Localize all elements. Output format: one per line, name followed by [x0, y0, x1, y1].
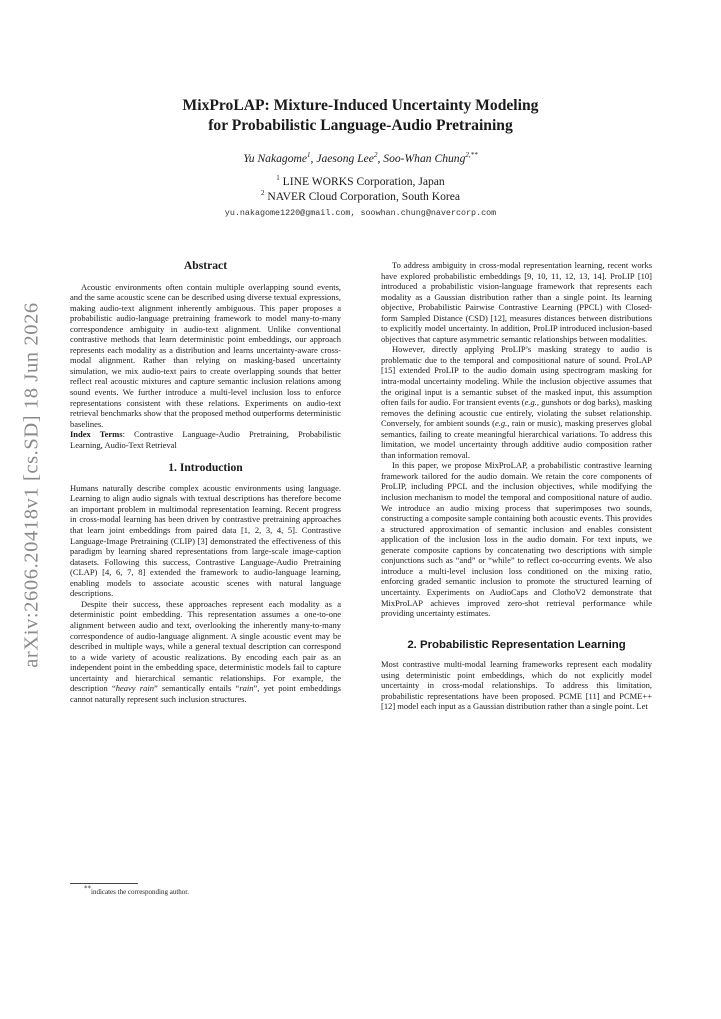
text-run: rain or music), masking preserves global semantics, failing to create meaningful hierarchical variations. To address this limitation, we model uncertainty through additive audio composition rather than information removal. — [381, 418, 653, 460]
author-mark: 2,** — [465, 151, 478, 160]
abstract-text: Acoustic environments often contain multiple overlapping sound events, and the same acoustic scene can be described using diverse textual expressions, making audio-text alignment inherently ambiguous. This paper proposes a probabilistic audio-language pretraining framework to model many-to-many correspondence ambiguity in audio-text alignment. Unlike conventional contrastive methods that learn deterministic point embeddings, our approach represents each modality as a distribution and learns uncertainty-aware cross-modal alignment. Rather than relying on masking-based uncertainty simulation, we mix audio-text pairs to create overlapping sounds that better reflect real acoustic mixtures and capture semantic inclusion relations among sound events. We further introduce a multi-level inclusion loss to enforce representations consistent with these relations. Experiments on audio-text retrieval benchmarks show that the proposed method outperforms deterministic baselines. — [70, 281, 341, 429]
author-name: Yu Nakagome — [243, 152, 308, 165]
text-run: gunshots or dog barks), masking removes the defining acoustic cue entirely, violating the subset relationship. Conversely, for ambient sounds ( — [381, 397, 652, 429]
title-line-2: for Probabilistic Language-Audio Pretraining — [208, 117, 513, 134]
emphasis-text: heavy rain — [115, 683, 154, 694]
author-emails: yu.nakagome1220@gmail.com, soowhan.chung@navercorp.com — [224, 208, 497, 218]
text-run: However, directly applying ProLIP’s masking strategy to audio is problematic due to the temporal and compositional nature of sound. ProLAP [15] extended ProLIP to the audio domain using spectrogram masking for intra-modal uncertainty modeling. While the inclusion objective assumes that the original input is a semantic subset of the masked input, this assumption often fails for audio. For transient events ( — [381, 344, 652, 408]
section-heading-probabilistic: 2. Probabilistic Representation Learning — [407, 638, 626, 651]
footnote-divider — [70, 883, 138, 884]
footnote-mark: ** — [84, 884, 91, 893]
affiliation-2 — [60, 189, 661, 204]
right-paragraph-3: In this paper, we propose MixProLAP, a probabilistic contrastive learning framework tailored for the audio domain. We retain the core components of ProLIP, including PPCL and the inclusion objectives, while modifying the inclusion mechanism to model the temporal and compositional nature of audio. We introduce an audio mixing process that superimposes two sounds, constructing a composite sample containing both acoustic events. This provides a structured approximation of semantic inclusion and enables consistent application of the inclusion loss in the audio domain. For text inputs, we generate composite captions by concatenating two descriptions with simple conjunctions such as “and” or “while” to reflect co-occurring events. We also introduce a multi-level inclusion loss conditioned on the mixing ratio, enforcing graded semantic inclusion to promote the structured learning of uncertainty. Experiments on AudioCaps and ClothoV2 demonstrate that MixProLAP achieves improved zero-shot retrieval performance while providing uncertainty estimates. — [381, 460, 652, 619]
right-paragraph-1: To address ambiguity in cross-modal representation learning, recent works have explored probabilistic embeddings [9, 10, 11, 12, 13, 14]. ProLIP [10] introduced a probabilistic vision-language framework that represents each modality as a Gaussian distribution rather than a single point. Its learning objective, Probabilistic Pairwise Contrastive Learning (PPCL) with Closed-form Sampled Distance (CSD) [12], measures distances between distributions to explicitly model uncertainty. In addition, ProLIP introduced inclusion-based objectives that capture asymmetric semantic relationships between modalities. — [381, 260, 652, 344]
index-terms-text: : Contrastive Language-Audio Pretraining, Probabilistic Learning, Audio-Text Retrieval — [70, 429, 341, 450]
right-paragraph-2 — [381, 344, 652, 460]
index-terms-label: Index Terms — [70, 429, 123, 440]
affiliation-text: NAVER Cloud Corporation, South Korea — [267, 190, 461, 203]
affiliation-text: LINE WORKS Corporation, Japan — [282, 175, 445, 188]
abstract-heading: Abstract — [183, 259, 228, 272]
intro-paragraph-2 — [70, 599, 341, 704]
author-name: Jaesong Lee — [316, 152, 374, 165]
title-line-1: MixProLAP: Mixture-Induced Uncertainty Modeling — [182, 97, 539, 114]
author-name: Soo-Whan Chung — [383, 152, 466, 165]
intro-paragraph-1: Humans naturally describe complex acoustic environments using language. Learning to align audio signals with textual descriptions has therefore become an important problem in multimodal representation learning. Recent progress in cross-modal learning has been driven by contrastive pretraining approaches that learn joint embeddings from paired data [1, 2, 3, 4, 5]. Contrastive Language-Image Pretraining (CLIP) [3] demonstrated the effectiveness of this paradigm by learning shared representations from large-scale image-caption datasets. Following this success, Contrastive Language-Audio Pretraining (CLAP) [4, 6, 7, 8] extended the framework to audio-language learning, enabling models to associate acoustic scenes with natural language descriptions. — [70, 482, 341, 599]
affiliation-1 — [60, 174, 661, 189]
footnote — [84, 884, 189, 896]
paper-title — [60, 96, 661, 136]
index-terms — [70, 429, 341, 450]
right-paragraph-4: Most contrastive multi-modal learning frameworks represent each modality using deterministic point embeddings, which do not explicitly model uncertainty in cross-modal relationships. To address this limitation, probabilistic representations have been proposed. PCME [11] and PCME++ [12] model each input as a Gaussian distribution rather than a single point. Let — [381, 659, 652, 712]
paper-header — [60, 96, 661, 218]
emphasis-text: rain — [239, 683, 254, 694]
arxiv-sidebar — [14, 300, 50, 670]
emphasis-text: e.g., — [494, 418, 510, 429]
text-run: ” semantically entails “ — [153, 683, 240, 694]
emphasis-text: e.g., — [524, 397, 540, 408]
footnote-text: indicates the corresponding author. — [91, 888, 189, 896]
author-mark: 2 — [373, 151, 378, 160]
affiliation-mark: 1 — [276, 174, 280, 183]
section-heading-introduction: 1. Introduction — [168, 461, 243, 475]
left-column — [70, 260, 341, 704]
arxiv-identifier: arXiv:2606.20418v1 [cs.SD] 18 Jun 2026 — [20, 302, 43, 668]
text-run: Despite their success, these approaches represent each modality as a deterministic point embedding. This representation assumes a one-to-one alignment between audio and text, overlooking the inherently many-to-many correspondence of audio-language alignment. A single acoustic event may be described in multiple ways, while a general textual description can correspond to a wide variety of acoustic realizations. By encoding each pair as an independent point in the embedding space, deterministic models fail to capture uncertainty and hierarchical semantic relationships. For example, the description “ — [70, 598, 341, 694]
text-run: ”, yet point embeddings cannot naturally represent such inclusion structures. — [70, 683, 341, 704]
right-column — [381, 260, 652, 712]
affiliation-mark: 2 — [260, 189, 265, 198]
author-mark: 1 — [307, 151, 311, 160]
affiliations — [60, 174, 661, 204]
author-list: Yu Nakagome$^1$, Jaesong Lee$^2$, Soo-Whan Chung$^{2,**}$ — [243, 151, 478, 165]
